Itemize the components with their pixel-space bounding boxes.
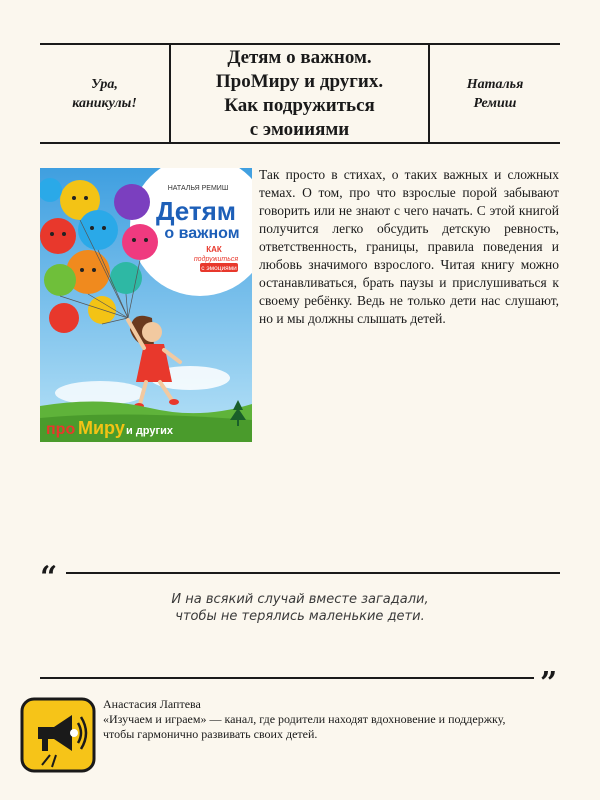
- cover-subtitle-line3: с эмоциями: [201, 265, 237, 272]
- header-right-cell: [430, 45, 560, 142]
- book-description: Так просто в стихах, о таких важных и сложных темах. О том, про что взрослые порой забывают говорить или не знают с чего начать. С этой книгой получится легко обсудить детскую ревность, ответственность, границы, правила поведения и любовь значимого взрослого. Читая книгу можно останавливаться, брать паузы и прислушиваться к своему ребёнку. Ведь не только дети нас слушают, но и мы должны слышать детей.: [259, 167, 559, 326]
- quote-text: И на всякий случай вместе загадали, чтобы не терялись маленькие дети.: [171, 592, 429, 624]
- quote-divider-bottom: [40, 677, 534, 679]
- book-title: Детям о важном. ПроМиру и других. Как подружиться с эмоииями: [215, 46, 384, 140]
- cover-subtitle-line1: КАК: [206, 245, 222, 254]
- author-name: Анастасия Лаптева: [103, 697, 201, 711]
- book-cover-image: [40, 168, 252, 442]
- megaphone-icon: [20, 697, 96, 773]
- cover-series-miru: Миру: [78, 418, 125, 438]
- cover-subtitle-line2: подружиться: [193, 256, 239, 263]
- book-author-label: Наталья Ремиш: [466, 76, 524, 111]
- cover-author: НАТАЛЬЯ РЕМИШ: [167, 185, 229, 192]
- close-quote-icon: ”: [540, 666, 558, 701]
- header-table: [40, 43, 560, 144]
- cover-title-line1: Детям: [155, 196, 237, 226]
- quote-divider-top: [66, 572, 560, 574]
- cover-series-rest: и других: [126, 425, 173, 437]
- cover-series-pro: про: [46, 421, 76, 438]
- cover-title-line2: о важном: [164, 225, 240, 242]
- section-label: Ура, каникулы!: [72, 76, 137, 111]
- header-left-cell: [40, 45, 169, 142]
- channel-description: «Изучаем и играем» — канал, где родители находят вдохновение и поддержку, чтобы гармонично развивать своих детей.: [103, 712, 506, 741]
- header-center-cell: [169, 45, 430, 142]
- open-quote-icon: “: [40, 560, 58, 595]
